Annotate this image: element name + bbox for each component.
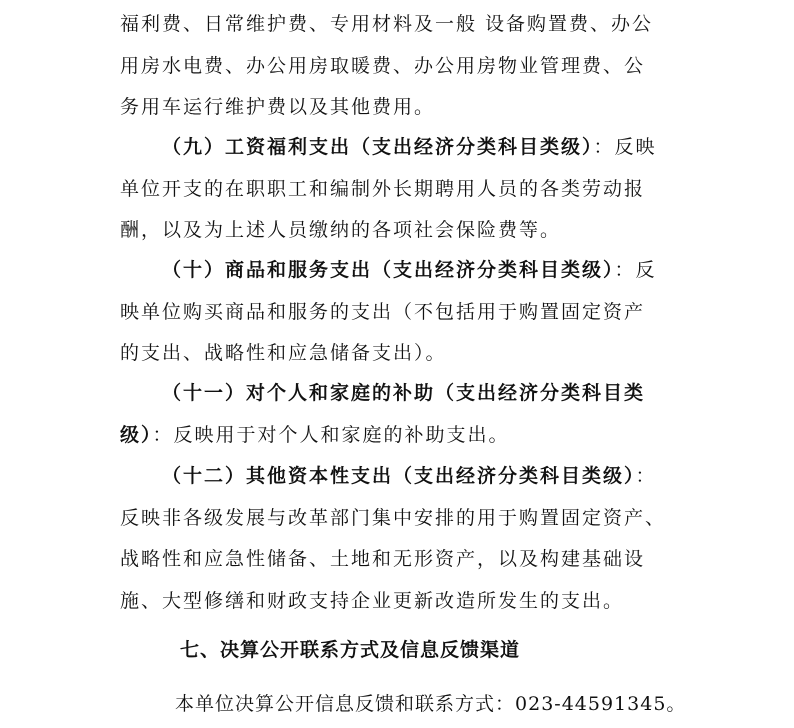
item-10-heading: （十）商品和服务支出（支出经济分类科目类级） (162, 259, 615, 281)
item-12-line-2: 反映非各级发展与改革部门集中安排的用于购置固定资产、 (120, 507, 667, 529)
contact-line (175, 690, 686, 718)
item-12-first-line (162, 462, 680, 490)
section-heading: 七、决算公开联系方式及信息反馈渠道 (180, 639, 521, 661)
intro-line-2: 用房水电费、办公用房取暖费、办公用房物业管理费、公 (120, 55, 646, 77)
item-11-heading-tail: 级） (120, 424, 153, 446)
item-9-first-text: ：反映 (593, 136, 657, 158)
item-10-line-2: 映单位购买商品和服务的支出（不包括用于购置固定资产 (120, 301, 646, 323)
item-12-heading: （十二）其他资本性支出（支出经济分类科目类级） (162, 465, 636, 487)
item-10-first-line (162, 256, 680, 284)
item-12-first-text: ： (635, 465, 657, 487)
item-9-first-line (162, 133, 680, 161)
contact-label: 本单位决算公开信息反馈和联系方式： (175, 693, 516, 715)
intro-line-3: 务用车运行维护费以及其他费用。 (120, 96, 436, 118)
intro-line-1: 福利费、日常维护费、专用材料及一般 设备购置费、办公 (120, 13, 654, 35)
item-11-heading: （十一）对个人和家庭的补助（支出经济分类科目类 (162, 382, 646, 404)
item-12-line-3: 战略性和应急性储备、土地和无形资产，以及构建基础设 (120, 548, 646, 570)
item-11-text: ：反映用于对个人和家庭的补助支出。 (152, 424, 510, 446)
item-11-line-2 (120, 421, 680, 449)
item-10-first-text: ：反 (614, 259, 657, 281)
contact-phone: 023-44591345。 (515, 693, 687, 715)
item-9-heading: （九）工资福利支出（支出经济分类科目类级） (162, 136, 594, 158)
item-12-line-4: 施、大型修缮和财政支持企业更新改造所发生的支出。 (120, 590, 625, 612)
item-9-line-3: 酬，以及为上述人员缴纳的各项社会保险费等。 (120, 219, 562, 241)
item-9-line-2: 单位开支的在职职工和编制外长期聘用人员的各类劳动报 (120, 178, 646, 200)
item-10-line-3: 的支出、战略性和应急储备支出）。 (120, 342, 447, 364)
item-11-first-line (162, 379, 680, 407)
